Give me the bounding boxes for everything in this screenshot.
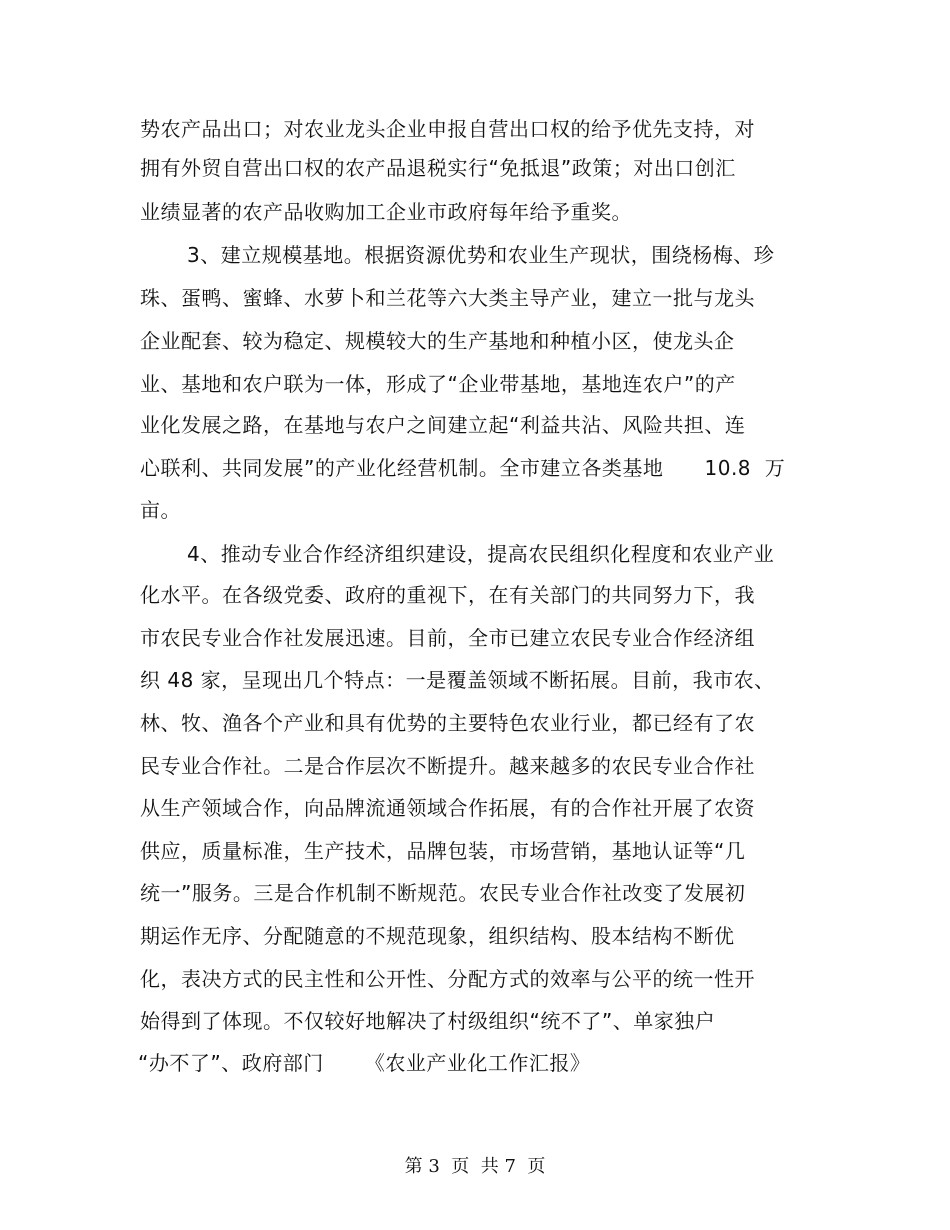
text-line: 企业配套、较为稳定、规模较大的生产基地和种植小区，使龙头企 [140, 329, 735, 353]
text-line: 化，表决方式的民主性和公开性、分配方式的效率与公平的统一性开 [140, 967, 755, 991]
text-line: 心联利、共同发展”的产业化经营机制。全市建立各类基地 10.8 万 [140, 456, 786, 480]
text-line: 织 48 家，呈现出几个特点：一是覆盖领域不断拓展。目前，我市农、 [140, 668, 775, 692]
text-line: 业化发展之路，在基地与农户之间建立起“利益共沾、风险共担、连 [140, 413, 746, 437]
text-line: 林、牧、渔各个产业和具有优势的主要特色农业行业，都已经有了农 [140, 711, 755, 735]
text-line: 供应，质量标准，生产技术，品牌包装，市场营销，基地认证等“几 [140, 839, 746, 863]
text-line: 始得到了体现。不仅较好地解决了村级组织“统不了”、单家独户 [140, 1009, 716, 1033]
page-number: 第 3 页 共 7 页 [404, 1156, 546, 1177]
text-line: 珠、蛋鸭、蜜蜂、水萝卜和兰花等六大类主导产业，建立一批与龙头 [140, 286, 755, 310]
text-line: 市农民专业合作社发展迅速。目前，全市已建立农民专业合作经济组 [140, 626, 755, 650]
text-line: 4、推动专业合作经济组织建设，提高农民组织化程度和农业产业 [187, 542, 775, 566]
text-line: 亩。 [140, 498, 181, 522]
text-line: 期运作无序、分配随意的不规范现象，组织结构、股本结构不断优 [140, 924, 735, 948]
text-line: 势农产品出口；对农业龙头企业申报自营出口权的给予优先支持，对 [140, 117, 755, 141]
text-line: 业绩显著的农产品收购加工企业市政府每年给予重奖。 [140, 200, 632, 224]
text-line: 拥有外贸自营出口权的农产品退税实行“免抵退”政策；对出口创汇 [140, 156, 736, 180]
text-line: 统一”服务。三是合作机制不断规范。农民专业合作社改变了发展初 [140, 881, 746, 905]
text-line: “办不了”、政府部门 《农业产业化工作汇报》 [138, 1051, 591, 1075]
text-line: 从生产领域合作，向品牌流通领域合作拓展，有的合作社开展了农资 [140, 796, 755, 820]
text-line: 化水平。在各级党委、政府的重视下，在有关部门的共同努力下，我 [140, 583, 755, 607]
text-line: 业、基地和农户联为一体，形成了“企业带基地，基地连农户”的产 [140, 372, 736, 396]
text-line: 民专业合作社。二是合作层次不断提升。越来越多的农民专业合作社 [140, 754, 755, 778]
text-line: 3、建立规模基地。根据资源优势和农业生产现状，围绕杨梅、珍 [187, 243, 775, 267]
